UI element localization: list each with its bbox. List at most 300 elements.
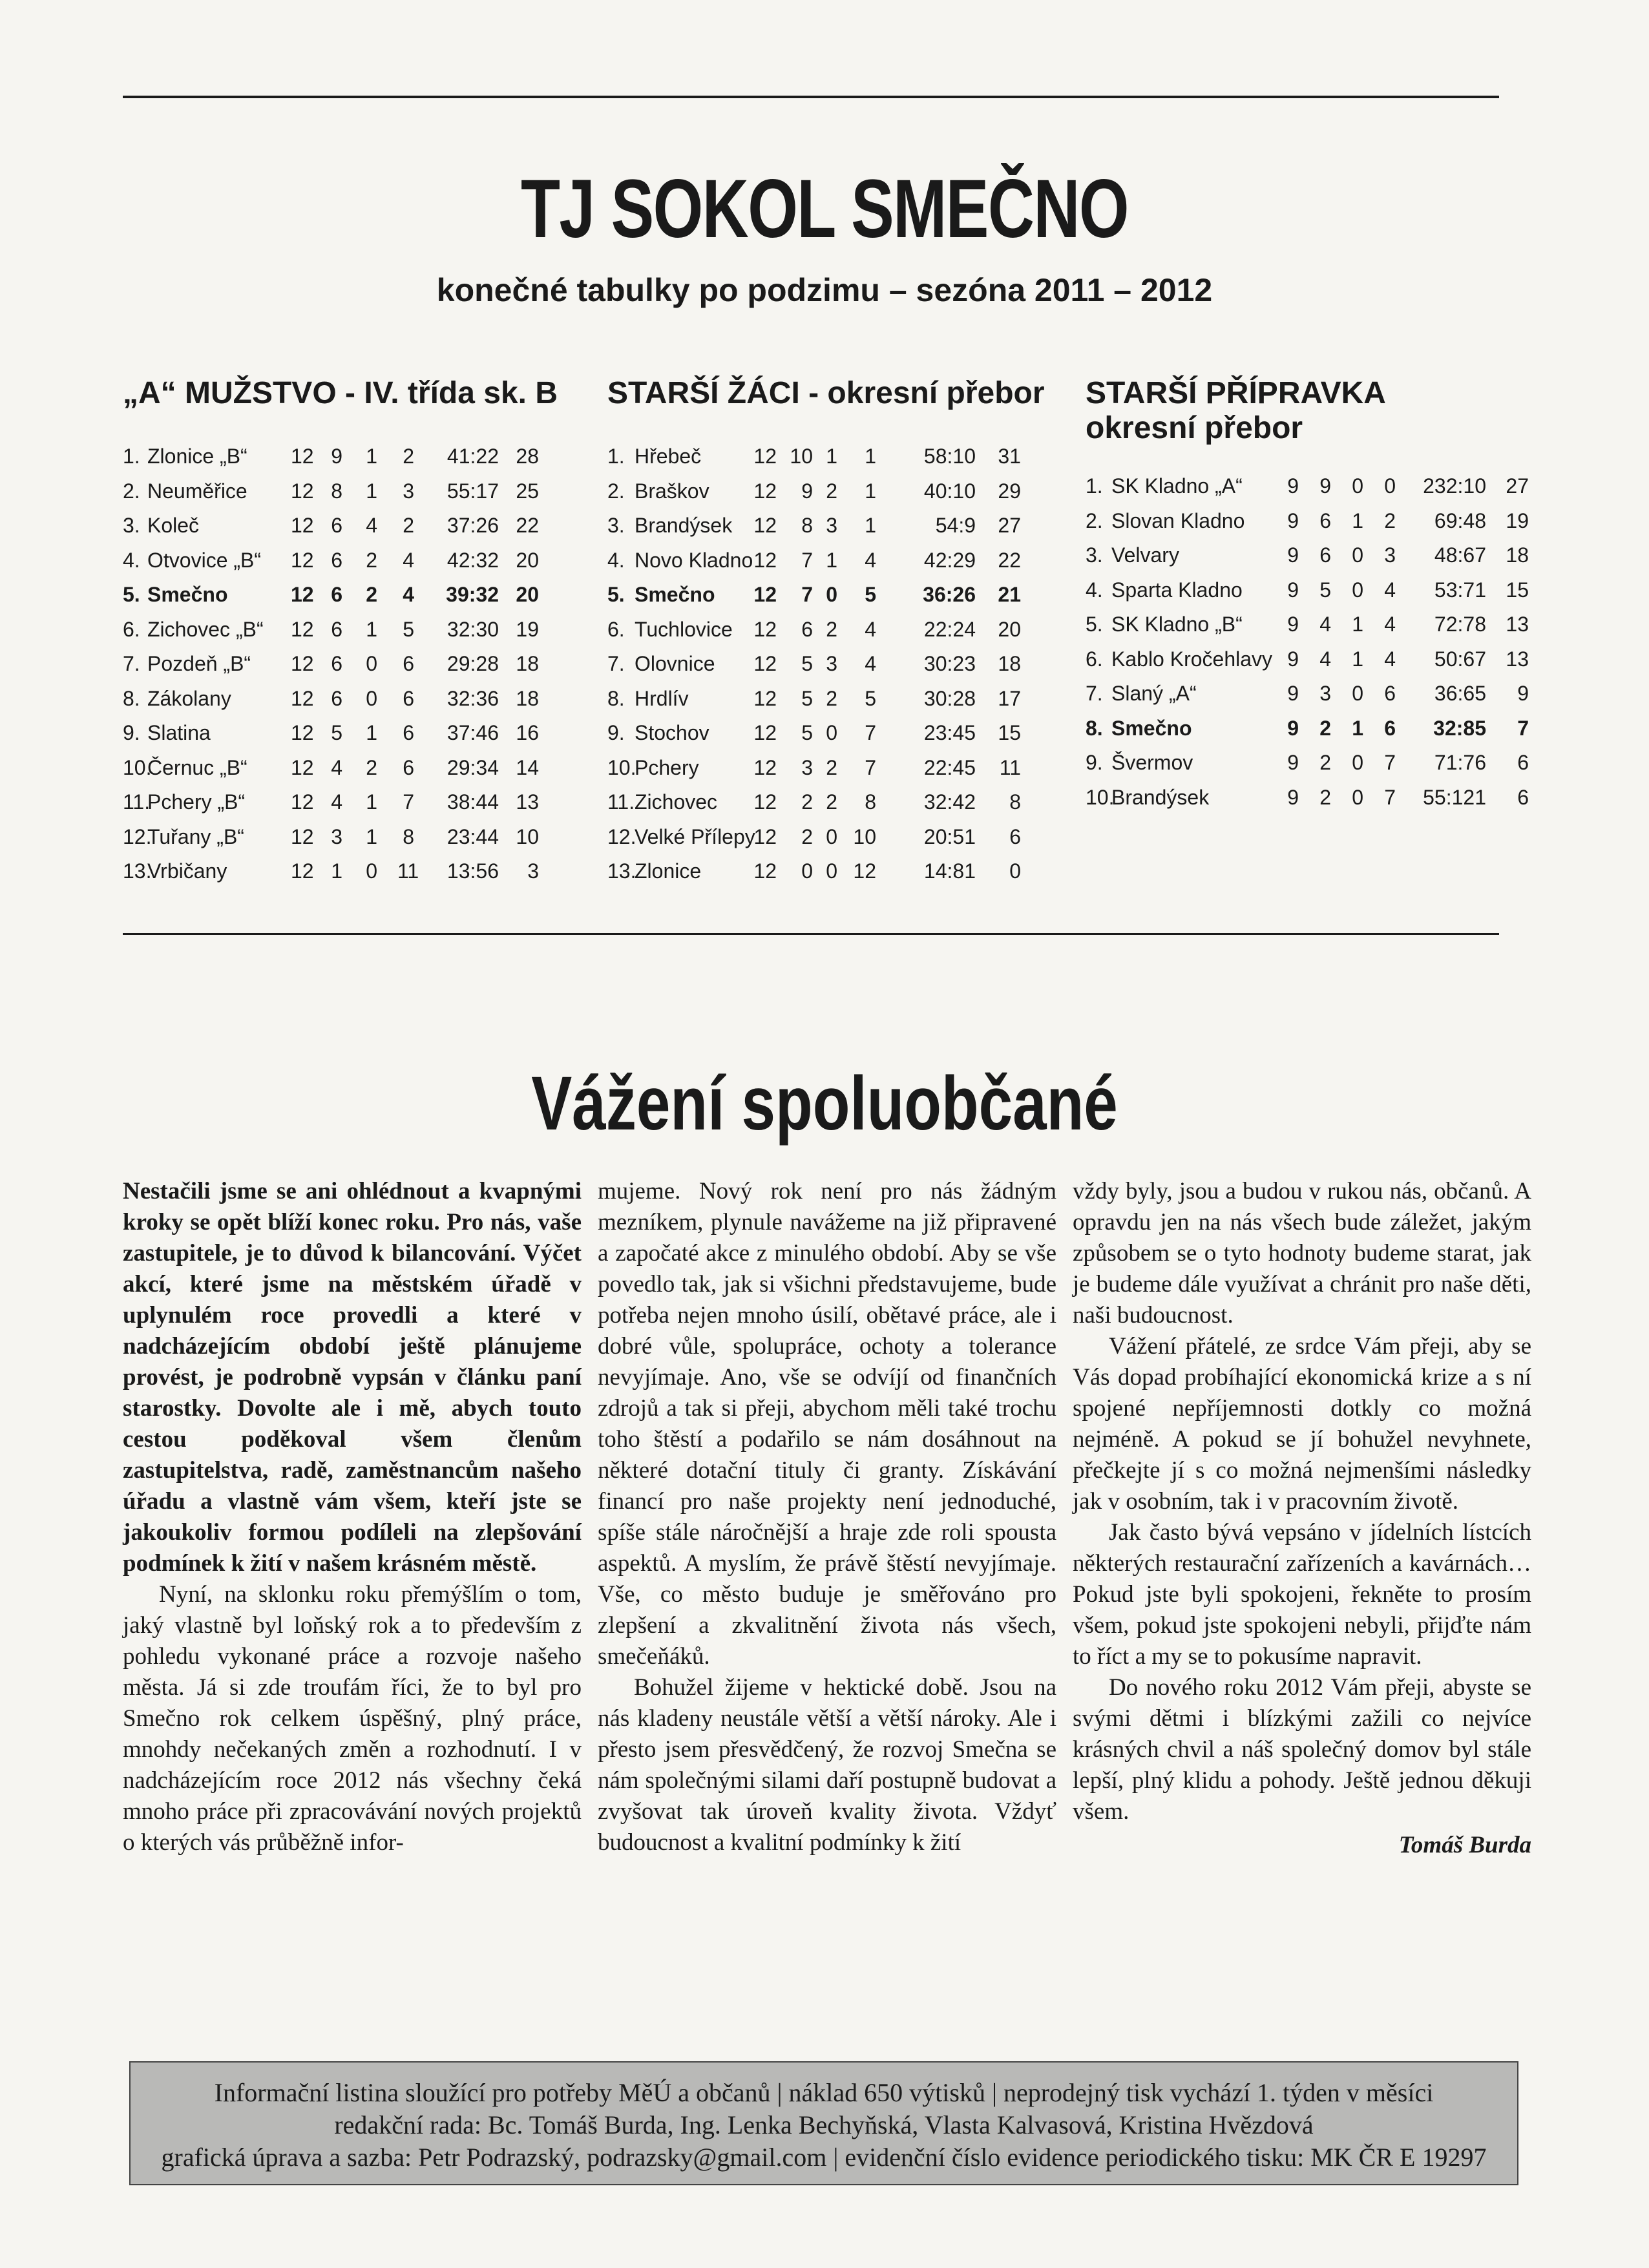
table-a-team <box>123 376 558 883</box>
table-row <box>1086 504 1531 539</box>
matches-cell: 12 <box>291 479 314 503</box>
score-cell: 55:17 <box>446 479 499 503</box>
losses-cell: 5 <box>865 686 876 710</box>
rank-cell: 3. <box>1086 543 1103 567</box>
table-row <box>123 613 543 647</box>
rank-cell: 7. <box>607 652 625 675</box>
losses-cell: 4 <box>1384 578 1396 602</box>
table-row <box>123 439 543 474</box>
rank-cell: 6. <box>607 617 625 641</box>
page-subtitle: konečné tabulky po podzimu – sezóna 2011 – 2012 <box>436 272 1213 308</box>
rank-cell: 6. <box>123 617 140 641</box>
wins-cell: 8 <box>331 479 342 503</box>
losses-cell: 2 <box>403 445 414 468</box>
score-cell: 30:23 <box>923 652 976 675</box>
matches-cell: 12 <box>753 755 777 779</box>
draws-cell: 1 <box>826 548 837 572</box>
team-cell: Kablo Kročehlavy <box>1111 647 1273 671</box>
team-cell: Velké Přílepy <box>635 824 755 848</box>
draws-cell: 4 <box>366 514 377 537</box>
points-cell: 18 <box>516 686 539 710</box>
score-cell: 37:46 <box>446 721 499 744</box>
table-row <box>123 647 543 682</box>
imprint-line-1: Informační listina sloužící pro potřeby MěÚ a občanů | náklad 650 výtisků | neprodejný tisk vychází 1. týden v měsíci <box>214 2078 1434 2107</box>
article-column-2 <box>598 1176 1056 1858</box>
matches-cell: 12 <box>291 859 314 883</box>
wins-cell: 8 <box>801 514 813 537</box>
points-cell: 21 <box>998 583 1021 606</box>
standings-rows <box>607 439 1047 889</box>
rank-cell: 5. <box>123 583 140 606</box>
wins-cell: 3 <box>801 755 813 779</box>
table-title: STARŠÍ ŽÁCI - okresní přebor <box>607 376 1045 410</box>
draws-cell: 0 <box>1352 682 1363 705</box>
wins-cell: 6 <box>1319 509 1331 532</box>
rank-cell: 11. <box>607 790 635 814</box>
score-cell: 54:9 <box>935 514 976 537</box>
losses-cell: 4 <box>403 548 414 572</box>
score-cell: 13:56 <box>446 859 499 883</box>
score-cell: 41:22 <box>446 445 499 468</box>
draws-cell: 0 <box>1352 543 1363 567</box>
team-cell: Smečno <box>1111 716 1192 740</box>
wins-cell: 5 <box>801 652 813 675</box>
matches-cell: 12 <box>291 790 314 814</box>
rank-cell: 1. <box>607 445 625 468</box>
team-cell: Brandýsek <box>1111 785 1210 809</box>
table-row <box>607 820 1047 855</box>
team-cell: Zichovec <box>635 790 718 814</box>
draws-cell: 0 <box>1352 751 1363 774</box>
draws-cell: 2 <box>826 617 837 641</box>
score-cell: 32:30 <box>446 617 499 641</box>
losses-cell: 12 <box>853 859 876 883</box>
matches-cell: 9 <box>1287 474 1299 498</box>
rank-cell: 10. <box>607 755 636 779</box>
article-column-1 <box>123 1176 582 1858</box>
losses-cell: 8 <box>403 824 414 848</box>
team-cell: Hrdlív <box>635 686 689 710</box>
rank-cell: 4. <box>1086 578 1103 602</box>
losses-cell: 2 <box>1384 509 1396 532</box>
score-cell: 72:78 <box>1434 613 1486 636</box>
rank-cell: 9. <box>607 721 625 744</box>
rank-cell: 2. <box>1086 509 1103 532</box>
score-cell: 53:71 <box>1434 578 1486 602</box>
draws-cell: 0 <box>366 859 377 883</box>
draws-cell: 3 <box>826 652 837 675</box>
team-cell: Hřebeč <box>635 445 702 468</box>
score-cell: 23:45 <box>923 721 976 744</box>
team-cell: Černuc „B“ <box>147 755 247 779</box>
wins-cell: 4 <box>331 790 342 814</box>
table-row <box>607 785 1047 820</box>
team-cell: Stochov <box>635 721 709 744</box>
matches-cell: 12 <box>753 514 777 537</box>
points-cell: 20 <box>516 583 539 606</box>
losses-cell: 6 <box>403 686 414 710</box>
score-cell: 29:34 <box>446 755 499 779</box>
table-row <box>1086 469 1531 504</box>
matches-cell: 12 <box>291 445 314 468</box>
rank-cell: 2. <box>123 479 140 503</box>
wins-cell: 5 <box>801 721 813 744</box>
team-cell: Novo Kladno <box>635 548 753 572</box>
table-row <box>607 613 1047 647</box>
losses-cell: 7 <box>1384 785 1396 809</box>
article-signature: Tomáš Burda <box>1398 1832 1531 1858</box>
table-row <box>607 751 1047 786</box>
wins-cell: 7 <box>801 548 813 572</box>
points-cell: 11 <box>999 755 1021 779</box>
losses-cell: 5 <box>865 583 876 606</box>
draws-cell: 0 <box>826 721 837 744</box>
losses-cell: 6 <box>1384 682 1396 705</box>
table-row <box>123 682 543 717</box>
matches-cell: 12 <box>753 652 777 675</box>
wins-cell: 2 <box>1319 751 1331 774</box>
rank-cell: 9. <box>1086 751 1103 774</box>
table-row <box>607 716 1047 751</box>
table-row <box>607 854 1047 889</box>
score-cell: 58:10 <box>923 445 976 468</box>
table-row <box>123 474 543 509</box>
losses-cell: 1 <box>865 479 876 503</box>
points-cell: 22 <box>998 548 1021 572</box>
rank-cell: 13. <box>607 859 636 883</box>
losses-cell: 10 <box>853 824 876 848</box>
table-row <box>1086 573 1531 608</box>
rank-cell: 10. <box>1086 785 1115 809</box>
matches-cell: 9 <box>1287 647 1299 671</box>
team-cell: Pchery <box>635 755 699 779</box>
points-cell: 16 <box>516 721 539 744</box>
table-older-preparatory <box>1086 376 1531 809</box>
rank-cell: 3. <box>607 514 625 537</box>
score-cell: 14:81 <box>923 859 976 883</box>
article-lead: Nestačili jsme se ani ohlédnout a kvapnými kroky se opět blíží konec roku. Pro nás, vaše zastupitele, je to důvod k bilancování. Výčet akcí, které jsme na městském úřadě v uplynulém roce provedli a které v nadcházejícím období ještě plánujeme provést, je podrobně vypsán v článku paní starostky. Dovolte ale i mě, abych touto cestou poděkoval všem členům zastupitelstva, radě, zaměstnancům našeho úřadu a vlastně vám všem, kteří jste se jakoukoliv formou podíleli na zlepšování podmínek k žití v našem krásném městě. <box>123 1178 582 1577</box>
wins-cell: 0 <box>801 859 813 883</box>
article-heading: Vážení spoluobčané <box>531 1061 1118 1146</box>
wins-cell: 3 <box>1319 682 1331 705</box>
losses-cell: 6 <box>403 755 414 779</box>
draws-cell: 2 <box>366 755 377 779</box>
wins-cell: 10 <box>790 445 813 468</box>
points-cell: 13 <box>1506 647 1529 671</box>
team-cell: Zichovec „B“ <box>147 617 264 641</box>
draws-cell: 0 <box>826 859 837 883</box>
points-cell: 20 <box>998 617 1021 641</box>
table-row <box>1086 538 1531 573</box>
draws-cell: 1 <box>1352 647 1363 671</box>
rank-cell: 11. <box>123 790 151 814</box>
table-row <box>607 647 1047 682</box>
draws-cell: 0 <box>1352 578 1363 602</box>
draws-cell: 1 <box>366 790 377 814</box>
points-cell: 3 <box>527 859 539 883</box>
wins-cell: 2 <box>1319 785 1331 809</box>
team-cell: Olovnice <box>635 652 715 675</box>
draws-cell: 1 <box>1352 613 1363 636</box>
wins-cell: 5 <box>331 721 342 744</box>
wins-cell: 6 <box>331 514 342 537</box>
table-row <box>123 716 543 751</box>
standings-rows <box>123 439 543 889</box>
rank-cell: 8. <box>1086 716 1103 740</box>
team-cell: Smečno <box>147 583 228 606</box>
matches-cell: 12 <box>753 548 777 572</box>
losses-cell: 4 <box>865 652 876 675</box>
matches-cell: 12 <box>753 445 777 468</box>
points-cell: 19 <box>1506 509 1529 532</box>
wins-cell: 4 <box>1319 647 1331 671</box>
draws-cell: 0 <box>826 824 837 848</box>
top-divider <box>123 96 1499 98</box>
wins-cell: 7 <box>801 583 813 606</box>
rank-cell: 4. <box>607 548 625 572</box>
team-cell: SK Kladno „B“ <box>1111 613 1243 636</box>
points-cell: 10 <box>516 824 539 848</box>
score-cell: 36:26 <box>923 583 976 606</box>
imprint-line-2: redakční rada: Bc. Tomáš Burda, Ing. Lenka Bechyňská, Vlasta Kalvasová, Kristina Hvězdová <box>334 2110 1314 2139</box>
matches-cell: 12 <box>291 721 314 744</box>
table-row <box>123 751 543 786</box>
rank-cell: 9. <box>123 721 140 744</box>
team-cell: Zákolany <box>147 686 231 710</box>
table-subtitle: okresní přebor <box>1086 411 1303 445</box>
wins-cell: 9 <box>331 445 342 468</box>
losses-cell: 4 <box>403 583 414 606</box>
team-cell: Vrbičany <box>147 859 227 883</box>
score-cell: 39:32 <box>446 583 499 606</box>
score-cell: 37:26 <box>446 514 499 537</box>
losses-cell: 3 <box>1384 543 1396 567</box>
rank-cell: 3. <box>123 514 140 537</box>
table-row <box>1086 746 1531 781</box>
score-cell: 55:121 <box>1423 785 1486 809</box>
wins-cell: 1 <box>331 859 342 883</box>
team-cell: Pchery „B“ <box>147 790 246 814</box>
section-divider <box>123 933 1499 935</box>
article-paragraph: Do nového roku 2012 Vám přeji, abyste se svými dětmi i blízkými zažili co nejvíce krásných chvil a náš společný domov byl stále lepší, plný klidu a pohody. Ještě jednou děkuji všem. <box>1073 1674 1531 1825</box>
table-row <box>123 509 543 543</box>
table-row <box>123 854 543 889</box>
matches-cell: 12 <box>291 548 314 572</box>
losses-cell: 1 <box>865 514 876 537</box>
team-cell: Sparta Kladno <box>1111 578 1243 602</box>
wins-cell: 9 <box>801 479 813 503</box>
rank-cell: 10. <box>123 755 152 779</box>
table-title: STARŠÍ PŘÍPRAVKA <box>1086 376 1386 410</box>
losses-cell: 6 <box>403 721 414 744</box>
team-cell: Zlonice <box>635 859 702 883</box>
wins-cell: 6 <box>331 686 342 710</box>
points-cell: 7 <box>1517 716 1529 740</box>
team-cell: Smečno <box>635 583 715 606</box>
wins-cell: 2 <box>801 790 813 814</box>
rank-cell: 8. <box>123 686 140 710</box>
team-cell: Tuchlovice <box>635 617 733 641</box>
points-cell: 27 <box>998 514 1021 537</box>
wins-cell: 6 <box>331 652 342 675</box>
score-cell: 22:24 <box>923 617 976 641</box>
points-cell: 27 <box>1506 474 1529 498</box>
losses-cell: 7 <box>403 790 414 814</box>
wins-cell: 4 <box>1319 613 1331 636</box>
losses-cell: 7 <box>865 721 876 744</box>
article-paragraph: vždy byly, jsou a budou v rukou nás, občanů. A opravdu jen na nás všech bude záležet, jakým způsobem se o tyto hodnoty budeme starat, jak je budeme dále využívat a chránit pro naše děti, naši budoucnost. <box>1073 1178 1531 1328</box>
wins-cell: 6 <box>1319 543 1331 567</box>
rank-cell: 2. <box>607 479 625 503</box>
team-cell: Neuměřice <box>147 479 247 503</box>
points-cell: 29 <box>998 479 1021 503</box>
table-row <box>607 474 1047 509</box>
draws-cell: 2 <box>826 686 837 710</box>
matches-cell: 12 <box>753 479 777 503</box>
rank-cell: 4. <box>123 548 140 572</box>
wins-cell: 6 <box>331 617 342 641</box>
matches-cell: 9 <box>1287 613 1299 636</box>
rank-cell: 12. <box>123 824 152 848</box>
points-cell: 18 <box>998 652 1021 675</box>
matches-cell: 9 <box>1287 682 1299 705</box>
score-cell: 32:42 <box>923 790 976 814</box>
score-cell: 69:48 <box>1434 509 1486 532</box>
points-cell: 15 <box>1506 578 1529 602</box>
table-row <box>1086 711 1531 746</box>
matches-cell: 12 <box>291 755 314 779</box>
losses-cell: 2 <box>403 514 414 537</box>
points-cell: 19 <box>516 617 539 641</box>
wins-cell: 5 <box>1319 578 1331 602</box>
points-cell: 14 <box>516 755 539 779</box>
article-paragraph: Bohužel žijeme v hektické době. Jsou na nás kladeny neustále větší a větší nároky. Ale i přesto jsem přesvědčený, že rozvoj Smečna se nám společnými silami daří postupně budovat a zvyšovat tak úroveň kvality života. Vždyť budoucnost a kvalitní podmínky k žití <box>598 1674 1056 1856</box>
table-row <box>607 509 1047 543</box>
draws-cell: 1 <box>366 721 377 744</box>
table-row <box>1086 607 1531 642</box>
rank-cell: 12. <box>607 824 636 848</box>
table-row <box>607 439 1047 474</box>
table-row <box>607 543 1047 578</box>
score-cell: 48:67 <box>1434 543 1486 567</box>
points-cell: 0 <box>1009 859 1021 883</box>
article-paragraph: Vážení přátelé, ze srdce Vám přeji, aby se Vás dopad probíhající ekonomická krize a s ní spojené nepříjemnosti dotkly co možná nejméně. A pokud se jí bohužel nevyhnete, přečkejte jí s co možná nejmenšími následky jak v osobním, tak i v pracovním životě. <box>1073 1333 1531 1515</box>
points-cell: 6 <box>1517 785 1529 809</box>
team-cell: Slatina <box>147 721 211 744</box>
matches-cell: 9 <box>1287 751 1299 774</box>
points-cell: 9 <box>1517 682 1529 705</box>
matches-cell: 9 <box>1287 785 1299 809</box>
standings-rows <box>1086 469 1531 815</box>
matches-cell: 12 <box>291 824 314 848</box>
team-cell: Tuřany „B“ <box>147 824 244 848</box>
wins-cell: 2 <box>1319 716 1331 740</box>
wins-cell: 6 <box>331 548 342 572</box>
table-row <box>1086 781 1531 815</box>
losses-cell: 8 <box>865 790 876 814</box>
draws-cell: 1 <box>1352 509 1363 532</box>
draws-cell: 1 <box>366 479 377 503</box>
article-paragraph: Jak často bývá vepsáno v jídelních lístcích některých restaurační zařízeních a kavárnách… Pokud jste byli spokojeni, řekněte to prosím všem, pokud jste spokojeni nebyli, přijďte nám to říct a my se to pokusíme napravit. <box>1073 1519 1531 1670</box>
team-cell: Švermov <box>1111 751 1193 774</box>
score-cell: 29:28 <box>446 652 499 675</box>
draws-cell: 2 <box>826 755 837 779</box>
table-row <box>607 682 1047 717</box>
draws-cell: 1 <box>366 445 377 468</box>
team-cell: Otvovice „B“ <box>147 548 262 572</box>
rank-cell: 1. <box>123 445 140 468</box>
draws-cell: 0 <box>1352 474 1363 498</box>
rank-cell: 5. <box>607 583 625 606</box>
wins-cell: 3 <box>331 824 342 848</box>
matches-cell: 9 <box>1287 578 1299 602</box>
points-cell: 22 <box>516 514 539 537</box>
rank-cell: 13. <box>123 859 152 883</box>
article-paragraph: mujeme. Nový rok není pro nás žádným mezníkem, plynule navážeme na již připravené a započaté akce z minulého období. Aby se vše povedlo tak, jak si všichni představujeme, bude potřeba nejen mnoho úsilí, obětavé práce, ale i dobré vůle, spolupráce, ochoty a tolerance nevyjímaje. Ano, vše se odvíjí od finančních zdrojů a tak si přeji, abychom měli také trochu toho štěstí a podařilo se nám dosáhnout na některé dotační tituly či granty. Získávání financí pro naše projekty není jednoduché, spíše stále náročnější a hraje zde roli spousta aspektů. A myslím, že právě štěstí nevyjímaje. Vše, co město buduje je směřováno pro zlepšení a zkvalitnění života nás všech, smečeňáků. <box>598 1178 1056 1670</box>
score-cell: 20:51 <box>923 824 976 848</box>
matches-cell: 12 <box>291 686 314 710</box>
losses-cell: 0 <box>1384 474 1396 498</box>
matches-cell: 12 <box>753 721 777 744</box>
losses-cell: 1 <box>865 445 876 468</box>
score-cell: 22:45 <box>923 755 976 779</box>
rank-cell: 8. <box>607 686 625 710</box>
table-row <box>123 820 543 855</box>
score-cell: 42:29 <box>923 548 976 572</box>
team-cell: Pozdeň „B“ <box>147 652 251 675</box>
draws-cell: 2 <box>366 548 377 572</box>
imprint-box <box>129 2061 1518 2185</box>
points-cell: 15 <box>998 721 1021 744</box>
losses-cell: 5 <box>403 617 414 641</box>
score-cell: 40:10 <box>923 479 976 503</box>
points-cell: 28 <box>516 445 539 468</box>
losses-cell: 7 <box>1384 751 1396 774</box>
matches-cell: 12 <box>291 583 314 606</box>
score-cell: 32:85 <box>1433 716 1486 740</box>
matches-cell: 9 <box>1287 716 1299 740</box>
team-cell: Velvary <box>1111 543 1179 567</box>
table-older-pupils <box>607 376 1047 883</box>
losses-cell: 4 <box>865 548 876 572</box>
losses-cell: 4 <box>1384 647 1396 671</box>
rank-cell: 5. <box>1086 613 1103 636</box>
table-title: „A“ MUŽSTVO - IV. třída sk. B <box>123 376 558 410</box>
team-cell: Brandýsek <box>635 514 733 537</box>
points-cell: 13 <box>1506 613 1529 636</box>
losses-cell: 4 <box>1384 613 1396 636</box>
matches-cell: 12 <box>291 514 314 537</box>
score-cell: 23:44 <box>446 824 499 848</box>
team-cell: Braškov <box>635 479 709 503</box>
table-row <box>607 578 1047 613</box>
draws-cell: 2 <box>826 479 837 503</box>
matches-cell: 12 <box>753 686 777 710</box>
wins-cell: 4 <box>331 755 342 779</box>
points-cell: 6 <box>1517 751 1529 774</box>
matches-cell: 12 <box>753 583 777 606</box>
losses-cell: 4 <box>865 617 876 641</box>
score-cell: 71:76 <box>1434 751 1486 774</box>
matches-cell: 12 <box>753 790 777 814</box>
table-row <box>1086 677 1531 711</box>
score-cell: 232:10 <box>1423 474 1486 498</box>
score-cell: 50:67 <box>1434 647 1486 671</box>
rank-cell: 6. <box>1086 647 1103 671</box>
score-cell: 36:65 <box>1434 682 1486 705</box>
wins-cell: 9 <box>1319 474 1331 498</box>
matches-cell: 9 <box>1287 509 1299 532</box>
